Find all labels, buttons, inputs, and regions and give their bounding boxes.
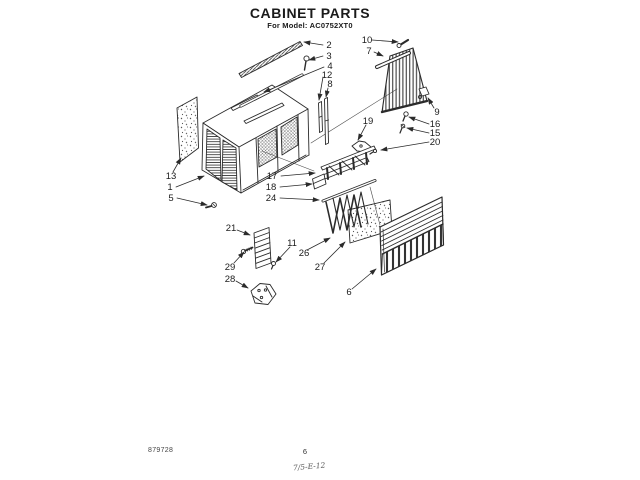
callout-11: 11 <box>287 238 297 249</box>
callout-27: 27 <box>314 262 326 273</box>
page-title: CABINET PARTS <box>249 5 371 21</box>
part-7-grille-assembly <box>377 40 427 112</box>
callout-15: 15 <box>429 128 441 139</box>
callout-1: 1 <box>167 182 173 193</box>
part-28-bracket <box>251 284 276 305</box>
callout-16: 16 <box>429 119 441 130</box>
part-2-rail <box>239 42 303 78</box>
callout-26: 26 <box>298 248 310 259</box>
callout-13: 13 <box>165 171 177 182</box>
part-10-screw <box>397 40 408 48</box>
callout-10: 10 <box>361 35 373 46</box>
callout-2: 2 <box>326 40 332 51</box>
callout-19: 19 <box>362 116 374 127</box>
callout-6: 6 <box>346 287 352 298</box>
part-11-screw <box>272 262 276 270</box>
callout-9: 9 <box>434 107 440 118</box>
part-8-strip <box>325 98 329 145</box>
callout-28: 28 <box>224 274 236 285</box>
callout-20: 20 <box>429 137 441 148</box>
callout-5: 5 <box>168 193 174 204</box>
part-15-screw <box>400 124 405 133</box>
callout-3: 3 <box>326 51 332 62</box>
callout-18: 18 <box>265 182 277 193</box>
callout-17: 17 <box>266 171 278 182</box>
part-5-screw <box>206 203 216 208</box>
part-24-bar <box>323 181 375 202</box>
callout-29: 29 <box>224 262 236 273</box>
page-subtitle: For Model: AC0752XT0 <box>267 21 353 30</box>
callout-24: 24 <box>265 193 277 204</box>
callout-7: 7 <box>366 46 372 57</box>
part-16-screw <box>403 112 408 121</box>
part-21-vent-panel <box>254 228 271 269</box>
part-18-block <box>313 174 327 189</box>
callout-4: 4 <box>327 61 333 72</box>
callout-8: 8 <box>327 79 333 90</box>
callout-21: 21 <box>225 223 237 234</box>
part-3-screw <box>304 56 309 70</box>
part-12-strip <box>319 102 323 133</box>
footer-page-number: 6 <box>302 447 308 456</box>
footer-doc-number: 879728 <box>148 447 174 454</box>
footer-handwritten-note: 7/5-E-12 <box>292 460 326 473</box>
callout-12: 12 <box>321 70 333 81</box>
part-13-pad <box>177 97 199 162</box>
part-1-cabinet <box>202 85 309 193</box>
